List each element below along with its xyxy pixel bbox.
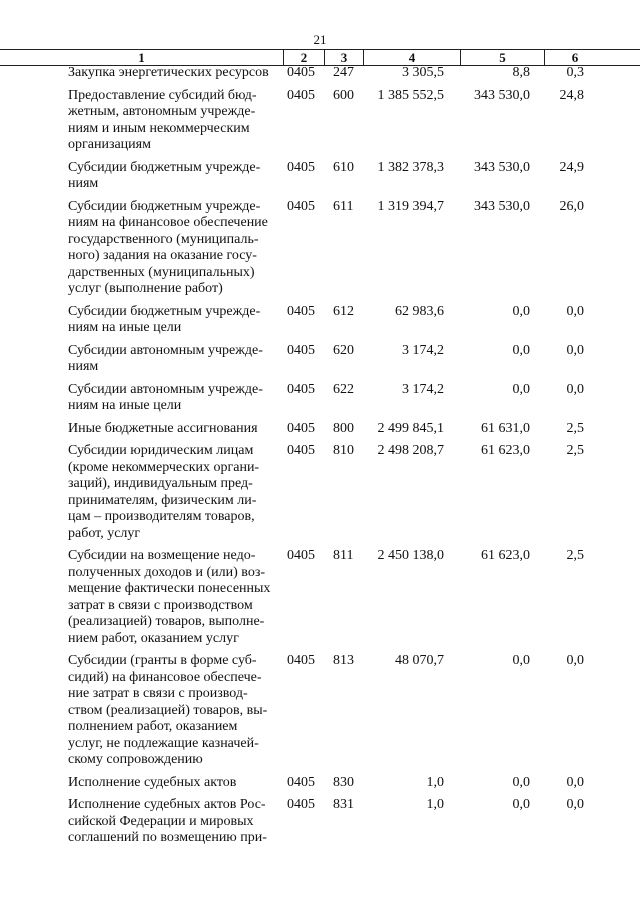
row-name: Исполнение судебных актов xyxy=(68,774,237,790)
row-expense-type: 600 xyxy=(333,87,354,103)
row-section-code: 0405 xyxy=(287,342,315,358)
row-planned: 2 450 138,0 xyxy=(377,548,444,563)
row-section-code: 0405 xyxy=(287,87,315,103)
row-expense-type: 622 xyxy=(333,381,354,397)
table-row xyxy=(0,421,640,438)
row-percent: 0,0 xyxy=(566,342,584,358)
row-section-code: 0405 xyxy=(287,420,315,436)
row-section-code: 0405 xyxy=(287,198,315,214)
row-name: Субсидии (гранты в форме суб- сидий) на финансовое обеспече- ние затрат в связи с производ- ством (реализацией) товаров, вы- полнением работ, оказанием услуг, не подлежащие казначей- скому сопровождению xyxy=(68,653,268,767)
row-name: Субсидии бюджетным учрежде- ниям на финансовое обеспечение государственного (муниципаль- ного) задания на оказание госу- дарственных (муниципальных) услуг (выполнение работ) xyxy=(68,198,268,296)
row-expense-type: 800 xyxy=(333,420,354,436)
row-executed: 343 530,0 xyxy=(474,87,530,103)
row-percent: 0,0 xyxy=(566,797,584,812)
row-expense-type: 830 xyxy=(333,774,354,790)
row-executed: 0,0 xyxy=(512,653,530,668)
row-section-code: 0405 xyxy=(287,443,315,458)
table-row xyxy=(0,65,640,82)
row-section-code: 0405 xyxy=(287,548,315,563)
header-col-2: 2 xyxy=(300,50,308,65)
row-executed: 0,0 xyxy=(512,774,530,790)
row-planned: 62 983,6 xyxy=(395,303,444,319)
row-name: Субсидии юридическим лицам (кроме некоммерческих органи- заций), индивидуальным пред- принимателям, физическим ли- цам – производителям товаров, работ, услуг xyxy=(68,443,260,541)
row-name: Иные бюджетные ассигнования xyxy=(68,420,258,436)
row-percent: 2,5 xyxy=(566,420,584,436)
row-name: Субсидии бюджетным учрежде- ниям на иные цели xyxy=(68,303,261,335)
row-name: Предоставление субсидий бюд- жетным, автономным учрежде- ниям и иным некоммерческим организациям xyxy=(68,87,257,152)
row-executed: 0,0 xyxy=(512,303,530,319)
row-name: Субсидии бюджетным учрежде- ниям xyxy=(68,159,261,191)
row-percent: 0,0 xyxy=(566,774,584,790)
row-executed: 0,0 xyxy=(512,342,530,358)
header-col-4: 4 xyxy=(408,50,416,65)
row-planned: 3 305,5 xyxy=(402,65,444,80)
row-planned: 3 174,2 xyxy=(402,342,444,358)
table-body xyxy=(0,65,640,853)
row-expense-type: 811 xyxy=(333,548,354,563)
row-percent: 24,9 xyxy=(559,159,584,175)
header-col-3: 3 xyxy=(340,50,348,65)
row-executed: 343 530,0 xyxy=(474,198,530,214)
row-section-code: 0405 xyxy=(287,653,315,668)
table-row xyxy=(0,797,640,847)
page-number: 21 xyxy=(313,32,327,47)
table-row xyxy=(0,775,640,792)
row-executed: 61 623,0 xyxy=(481,548,530,563)
row-expense-type: 810 xyxy=(333,443,354,458)
row-percent: 26,0 xyxy=(559,198,584,214)
row-planned: 1 319 394,7 xyxy=(377,198,444,214)
row-name: Субсидии автономным учрежде- ниям xyxy=(68,342,263,374)
row-executed: 61 631,0 xyxy=(481,420,530,436)
table-row xyxy=(0,548,640,647)
row-executed: 0,0 xyxy=(512,797,530,812)
table-header xyxy=(0,49,640,66)
row-expense-type: 620 xyxy=(333,342,354,358)
row-expense-type: 612 xyxy=(333,303,354,319)
row-percent: 0,3 xyxy=(566,65,584,80)
row-section-code: 0405 xyxy=(287,381,315,397)
header-col-5: 5 xyxy=(499,50,506,65)
row-section-code: 0405 xyxy=(287,159,315,175)
row-percent: 24,8 xyxy=(559,87,584,103)
row-expense-type: 610 xyxy=(333,159,354,175)
row-section-code: 0405 xyxy=(287,774,315,790)
row-expense-type: 831 xyxy=(333,797,354,812)
row-executed: 0,0 xyxy=(512,381,530,397)
row-planned: 2 498 208,7 xyxy=(377,443,444,458)
row-percent: 2,5 xyxy=(566,443,584,458)
header-col-1: 1 xyxy=(138,50,145,65)
row-planned: 48 070,7 xyxy=(395,653,444,668)
row-percent: 0,0 xyxy=(566,303,584,319)
table-row xyxy=(0,653,640,769)
row-planned: 1,0 xyxy=(426,797,444,812)
row-planned: 2 499 845,1 xyxy=(377,420,444,436)
row-percent: 0,0 xyxy=(566,381,584,397)
table-row xyxy=(0,304,640,337)
row-name: Исполнение судебных актов Рос- сийской Федерации и мировых соглашений по возмещению при- xyxy=(68,797,267,845)
row-expense-type: 813 xyxy=(333,653,354,668)
table-row xyxy=(0,199,640,298)
table-row xyxy=(0,160,640,193)
row-section-code: 0405 xyxy=(287,65,315,80)
row-name: Субсидии автономным учрежде- ниям на иные цели xyxy=(68,381,263,413)
row-planned: 3 174,2 xyxy=(402,381,444,397)
row-planned: 1 382 378,3 xyxy=(377,159,444,175)
row-name: Субсидии на возмещение недо- полученных доходов и (или) воз- мещение фактически понесенных затрат в связи с производством (реализацией) товаров, выполне- нием работ, оказанием услуг xyxy=(68,548,271,646)
row-name: Закупка энергетических ресурсов xyxy=(68,65,269,80)
table-row xyxy=(0,343,640,376)
row-executed: 343 530,0 xyxy=(474,159,530,175)
row-planned: 1 385 552,5 xyxy=(377,87,444,103)
header-col-6: 6 xyxy=(571,50,579,65)
row-section-code: 0405 xyxy=(287,303,315,319)
row-section-code: 0405 xyxy=(287,797,315,812)
row-expense-type: 247 xyxy=(333,65,354,80)
row-percent: 2,5 xyxy=(566,548,584,563)
table-row xyxy=(0,88,640,154)
row-executed: 8,8 xyxy=(512,65,530,80)
row-percent: 0,0 xyxy=(566,653,584,668)
table-row xyxy=(0,443,640,542)
row-expense-type: 611 xyxy=(333,198,354,214)
row-planned: 1,0 xyxy=(426,774,444,790)
row-executed: 61 623,0 xyxy=(481,443,530,458)
table-row xyxy=(0,382,640,415)
